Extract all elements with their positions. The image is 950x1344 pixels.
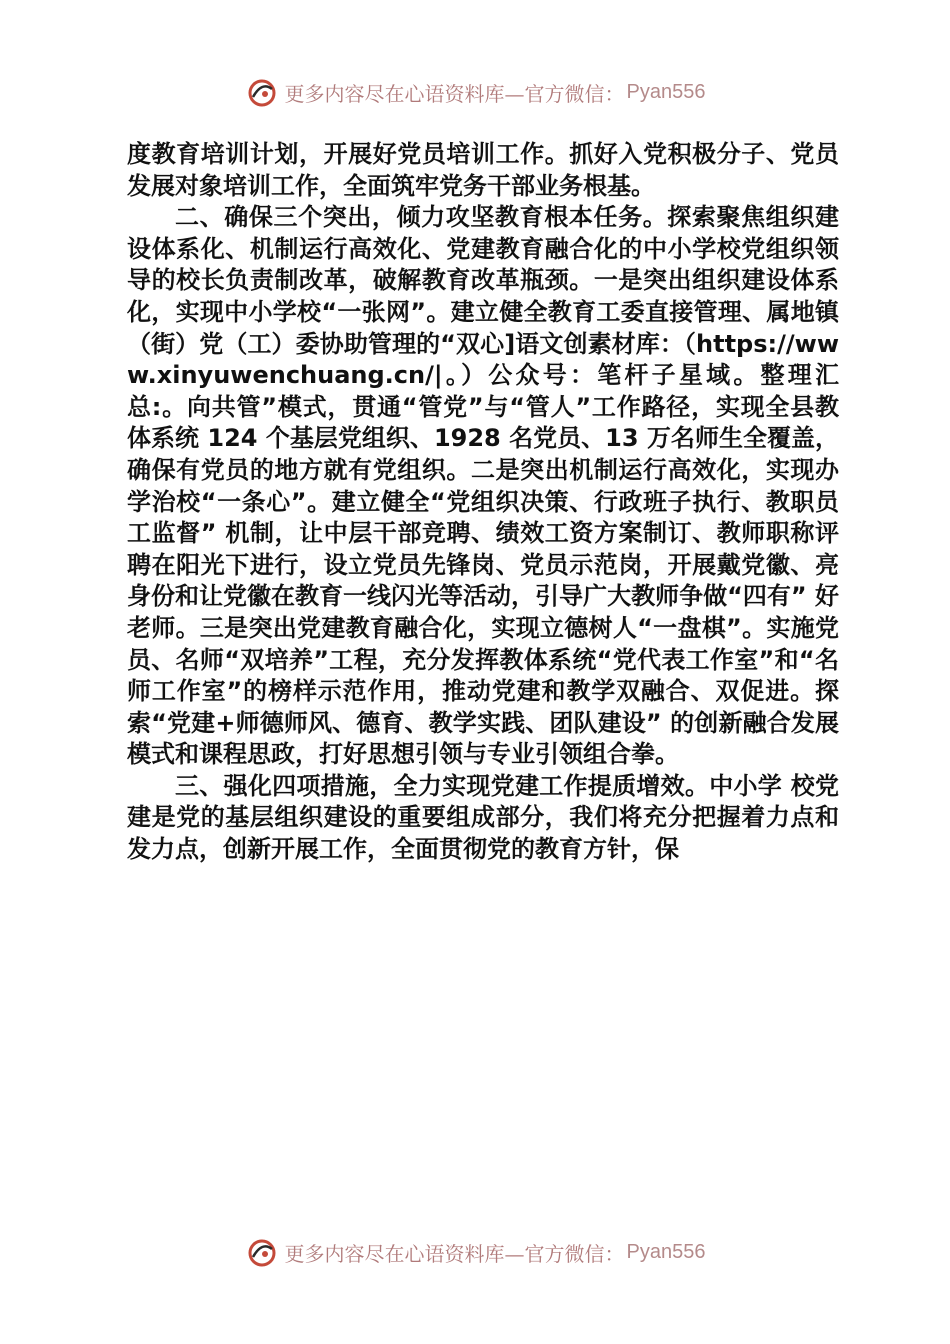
footer-banner — [0, 1232, 950, 1272]
brush-logo-icon — [245, 75, 279, 109]
header-banner — [0, 72, 950, 112]
footer-banner-text: 更多内容尽在心语资料库—官方微信： — [284, 1241, 625, 1266]
brush-logo-icon — [245, 1235, 279, 1269]
paragraph-2: 二、确保三个突出，倾力攻坚教育根本任务。探索聚焦组织建设体系化、机制运行高效化、党建教育融合化的中小学校党组织领导的校长负责制改革，破解教育改革瓶颈。一是突出组织建设体系化，实现中小学校“一张网”。建立健全教育工委直接管理、属地镇（街）党（工）委协助管理的“双心]语文创素材库：（https://www.xinyuwenchuang.cn/|。）公众号：笔杆子星域。整理汇总:。向共管”模式，贯通“管党”与“管人”工作路径，实现全县教体系统 124 个基层党组织、1928 名党员、13 万名师生全覆盖，确保有党员的地方就有党组织。二是突出机制运行高效化，实现办学治校“一条心”。建立健全“党组织决策、行政班子执行、教职员工监督” 机制，让中层干部竞聘、绩效工资方案制订、教师职称评聘在阳光下进行，设立党员先锋岗、党员示范岗，开展戴党徽、亮身份和让党徽在教育一线闪光等活动，引导广大教师争做“四有” 好老师。三是突出党建教育融合化，实现立德树人“一盘棋”。实施党员、名师“双培养”工程，充分发挥教体系统“党代表工作室”和“名师工作室”的榜样示范作用，推动党建和教学双融合、双促进。探索“党建+师德师风、德育、教学实践、团队建设” 的创新融合发展模式和课程思政，打好思想引领与专业引领组合拳。 — [127, 203, 839, 769]
body-text — [127, 139, 839, 866]
paragraph-1: 度教育培训计划，开展好党员培训工作。抓好入党积极分子、党员发展对象培训工作，全面筑牢党务干部业务根基。 — [127, 140, 839, 200]
header-banner-text: 更多内容尽在心语资料库—官方微信： — [284, 81, 625, 106]
paragraph-3: 三、强化四项措施，全力实现党建工作提质增效。中小学 校党建是党的基层组织建设的重要组成部分，我们将充分把握着力点和发力点，创新开展工作，全面贯彻党的教育方针，保 — [127, 771, 839, 864]
header-banner-code: Pyan556 — [626, 80, 706, 103]
footer-banner-code: Pyan556 — [626, 1240, 706, 1263]
